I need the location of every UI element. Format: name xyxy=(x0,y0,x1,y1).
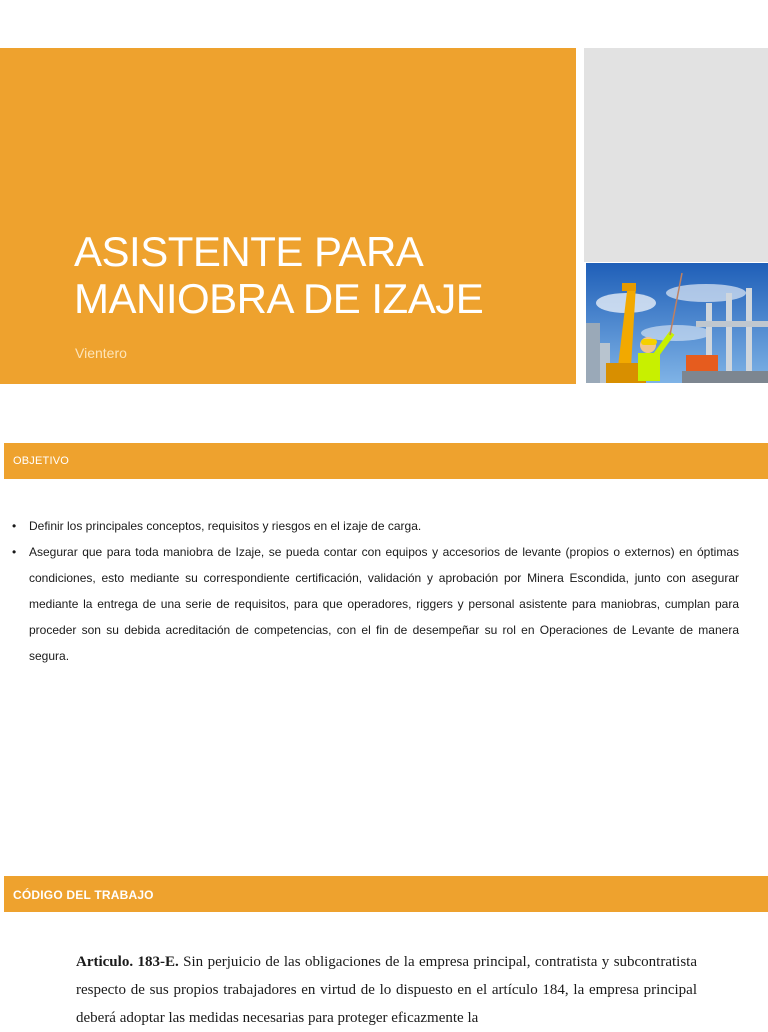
bullet-item: • Definir los principales conceptos, requisitos y riesgos en el izaje de carga. xyxy=(12,513,739,539)
crane-rigger-photo xyxy=(586,263,768,383)
article-paragraph xyxy=(76,948,697,1032)
codigo-heading: CÓDIGO DEL TRABAJO xyxy=(13,888,154,902)
objetivo-header-band xyxy=(4,443,768,479)
objetivo-heading: OBJETIVO xyxy=(13,455,69,467)
title-line-1: ASISTENTE PARA xyxy=(74,228,424,275)
gray-side-panel xyxy=(584,48,768,262)
bullet-item: • Asegurar que para toda maniobra de Izaje, se pueda contar con equipos y accesorios de levante (propios o externos) en óptimas condiciones, esto mediante su correspondiente certificación, validación y aprobación por Minera Escondida, junto con asegurar mediante la entrega de una serie de requisitos, para que operadores, riggers y personal asistente para maniobras, cumplan para proceder son su debida acreditación de competencias, con el fin de desempeñar su rol en Operaciones de Levante de manera segura. xyxy=(12,539,739,669)
article-text: Sin perjuicio de las obligaciones de la empresa principal, contratista y subcontratista respecto de sus propios trabajadores en virtud de lo dispuesto en el artículo 184, la empresa principal deberá adoptar las medidas necesarias para proteger eficazmente la xyxy=(76,954,698,1026)
presentation-title xyxy=(74,228,483,322)
title-panel xyxy=(0,48,576,384)
article-label: Articulo. 183-E. xyxy=(76,954,179,970)
codigo-header-band xyxy=(4,876,768,912)
presentation-subtitle: Vientero xyxy=(75,345,127,361)
objetivo-bullet-list xyxy=(12,513,739,669)
title-line-2: MANIOBRA DE IZAJE xyxy=(74,275,484,322)
